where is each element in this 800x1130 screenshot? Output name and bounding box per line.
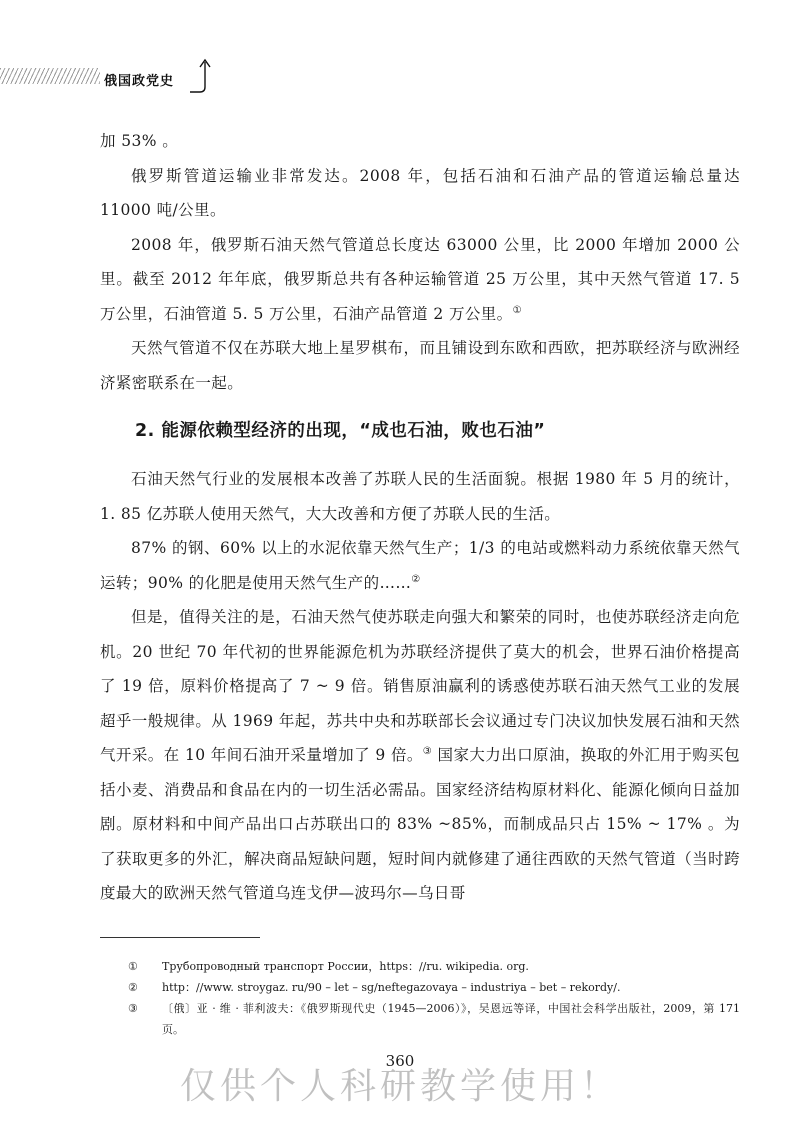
- paragraph: [100, 531, 740, 600]
- paragraph: 石油天然气行业的发展根本改善了苏联人民的生活面貌。根据 1980 年 5 月的统计，1. 85 亿苏联人使用天然气，大大改善和方便了苏联人民的生活。: [100, 470, 740, 523]
- body-text: [100, 124, 740, 911]
- paragraph: 天然气管道不仅在苏联大地上星罗棋布，而且铺设到东欧和西欧，把苏联经济与欧洲经济紧密联系在一起。: [100, 339, 740, 392]
- paragraph-text: 87% 的钢、60% 以上的水泥依靠天然气生产；1/3 的电站或燃料动力系统依靠天然气运转；90% 的化肥是使用天然气生产的……: [100, 539, 740, 592]
- footnote-number: ①: [128, 960, 138, 973]
- page-number: 360: [385, 1052, 415, 1070]
- footnote: [128, 977, 740, 998]
- footnote: [128, 956, 740, 977]
- paragraph: [100, 600, 740, 911]
- footnotes: [128, 956, 740, 1040]
- footnote-text[interactable]: http：//www. stroygaz. ru/90 – let – sg/neftegazovaya – industriya – bet – rekordy/.: [162, 981, 621, 994]
- footnote-text: Трубопроводный транспорт России，https：//ru. wikipedia. org.: [162, 960, 529, 973]
- header-hatch-decoration: [0, 68, 100, 84]
- paragraph-text: 但是，值得关注的是，石油天然气使苏联走向强大和繁荣的同时，也使苏联经济走向危机。20 世纪 70 年代初的世界能源危机为苏联经济提供了莫大的机会，世界石油价格提高了 19 倍，原料价格提高了 7 ~ 9 倍。销售原油赢利的诱惑使苏联石油天然气工业的发展超乎一般规律。从 1969 年起，苏共中央和苏联部长会议通过专门决议加快发展石油和天然气开采。在 10 年间石油开采量增加了 9 倍。: [100, 608, 741, 764]
- paragraph-text: 2008 年，俄罗斯石油天然气管道总长度达 63000 公里，比 2000 年增加 2000 公里。截至 2012 年年底，俄罗斯总共有各种运输管道 25 万公里，其中天然气管道 17. 5 万公里，石油管道 5. 5 万公里，石油产品管道 2 万公里。: [100, 235, 740, 323]
- footnote: [128, 998, 740, 1040]
- paragraph: [100, 228, 740, 332]
- up-arrow-icon: [188, 58, 214, 96]
- book-title: 俄国政党史: [104, 74, 175, 89]
- section-heading: 2. 能源依赖型经济的出现，“成也石油，败也石油”: [135, 421, 546, 441]
- paragraph: 加 53% 。: [100, 132, 179, 150]
- footnote-ref[interactable]: ①: [512, 304, 522, 316]
- footnote-number: ③: [128, 1002, 138, 1015]
- footnote-ref[interactable]: ②: [411, 573, 421, 585]
- paragraph-text: 国家大力出口原油，换取的外汇用于购买包括小麦、消费品和食品在内的一切生活必需品。国家经济结构原材料化、能源化倾向日益加剧。原材料和中间产品出口占苏联出口的 83% ~85%，而制成品只占 15% ~ 17% 。为了获取更多的外汇，解决商品短缺问题，短时间内就修建了通往西欧的天然气管道（当时跨度最大的欧洲天然气管道乌连戈伊—波玛尔—乌日哥: [100, 746, 740, 902]
- footnote-ref[interactable]: ③: [422, 745, 433, 757]
- footnote-number: ②: [128, 981, 138, 994]
- watermark: 仅供个人科研教学使用！: [179, 1066, 620, 1107]
- running-header: [0, 58, 225, 96]
- footnote-divider: [100, 937, 260, 938]
- paragraph: 俄罗斯管道运输业非常发达。2008 年，包括石油和石油产品的管道运输总量达 11000 吨/公里。: [100, 166, 740, 219]
- footnote-text: 〔俄〕亚 · 维 · 菲利波夫：《俄罗斯现代史（1945—2006）》，吴恩远等译，中国社会科学出版社，2009，第 171 页。: [162, 1002, 740, 1036]
